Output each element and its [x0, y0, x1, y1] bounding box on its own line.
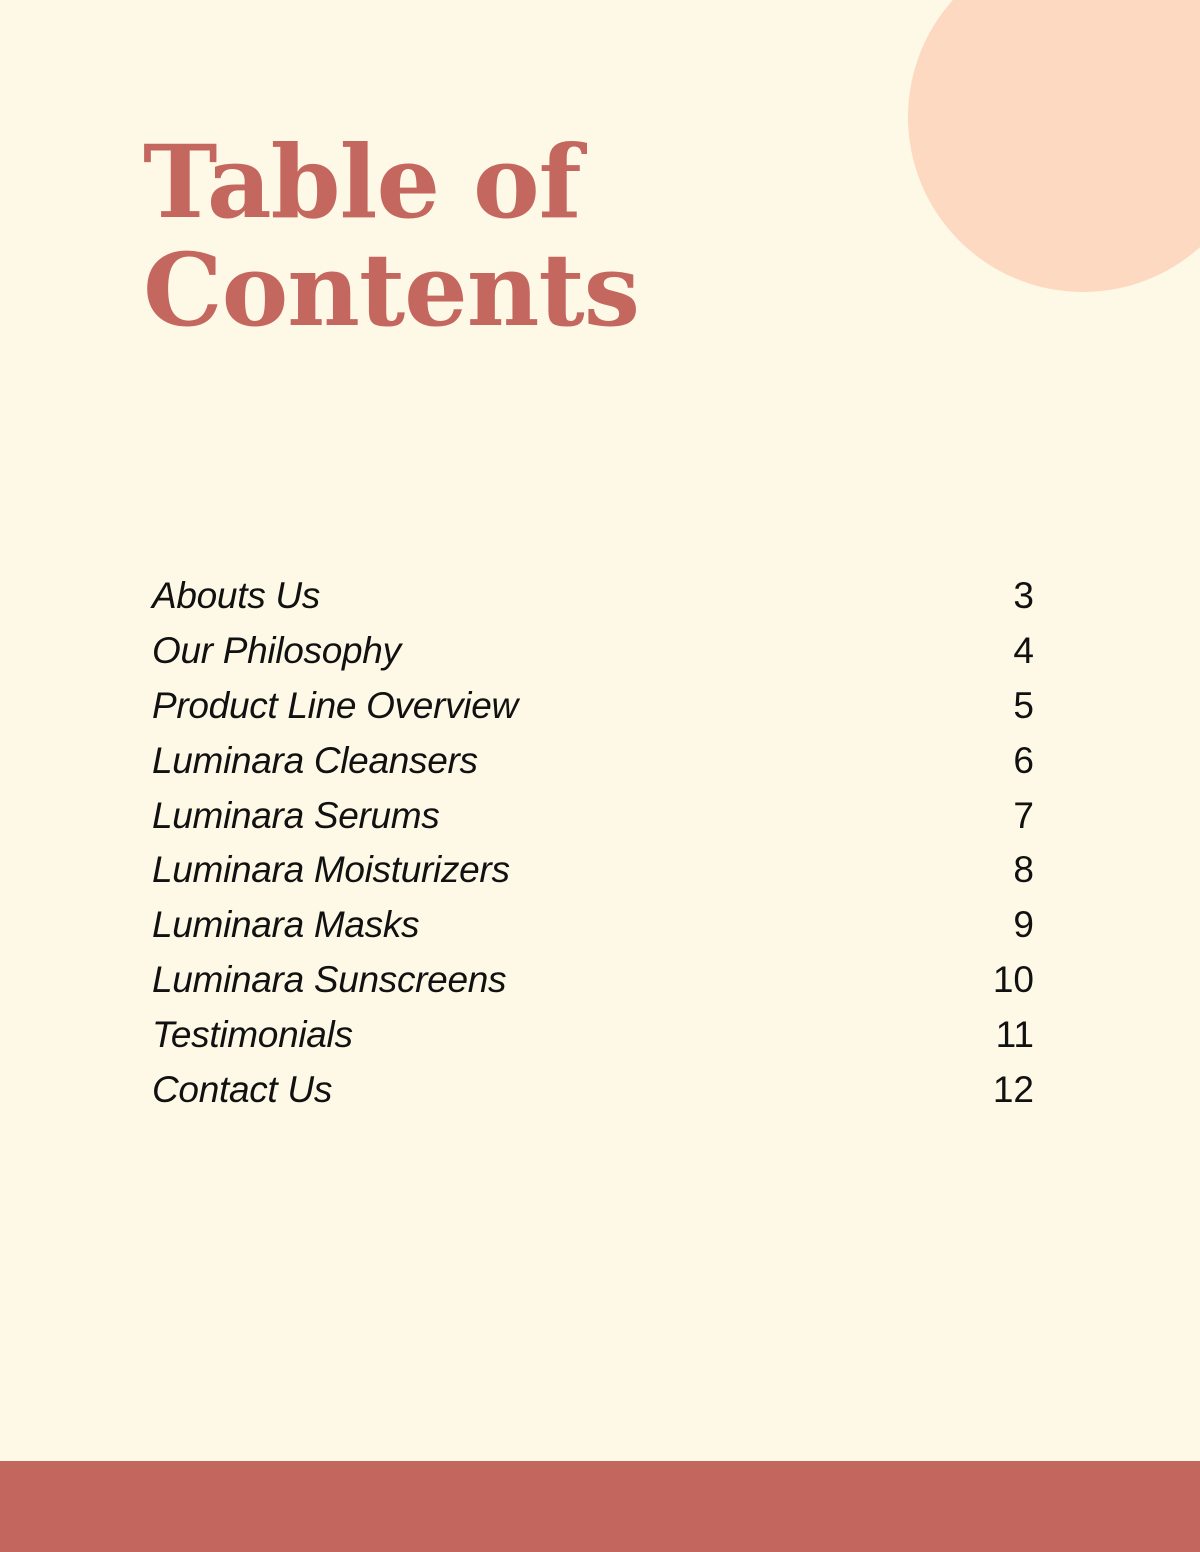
toc-entry-title: Our Philosophy — [152, 629, 401, 671]
toc-entry-page-number: 5 — [1013, 684, 1034, 726]
toc-entry-page-number: 7 — [1013, 794, 1034, 836]
toc-entry-title: Luminara Masks — [152, 904, 420, 946]
toc-entry-page-number: 10 — [992, 959, 1034, 1001]
toc-entry-page-number: 12 — [992, 1069, 1034, 1111]
toc-entry-page-number: 3 — [1013, 575, 1034, 616]
toc-entry-title: Product Line Overview — [152, 684, 518, 726]
toc-entry-title: Luminara Moisturizers — [152, 849, 510, 891]
toc-entry[interactable] — [152, 624, 1034, 679]
toc-entry[interactable] — [152, 898, 1034, 953]
toc-entry-title: Luminara Serums — [152, 794, 440, 836]
toc-entry[interactable] — [152, 679, 1034, 734]
page-title-line-2: Contents — [143, 231, 640, 349]
toc-entry-title: Abouts Us — [152, 575, 320, 616]
toc-entry[interactable] — [152, 734, 1034, 789]
toc-entry-title: Testimonials — [152, 1014, 353, 1056]
toc-entry[interactable] — [152, 953, 1034, 1008]
toc-entry[interactable] — [152, 1008, 1034, 1063]
page-title-line-1: Table of — [143, 123, 581, 241]
toc-entry[interactable] — [152, 569, 1034, 624]
toc-entry-title: Contact Us — [152, 1069, 333, 1111]
toc-entry-page-number: 9 — [1013, 904, 1034, 946]
page-title — [143, 123, 640, 349]
toc-entry-title: Luminara Cleansers — [152, 739, 478, 781]
toc-entry[interactable] — [152, 1063, 1034, 1118]
footer-bar — [0, 1461, 1200, 1552]
toc-entry[interactable] — [152, 789, 1034, 844]
toc-entry-page-number: 4 — [1013, 629, 1034, 671]
table-of-contents-list — [152, 569, 1034, 1118]
toc-entry-title: Luminara Sunscreens — [152, 959, 507, 1001]
toc-entry-page-number: 6 — [1013, 739, 1034, 781]
toc-entry[interactable] — [152, 843, 1034, 898]
decorative-circle — [908, 0, 1200, 292]
toc-entry-page-number: 11 — [995, 1014, 1034, 1056]
toc-entry-page-number: 8 — [1013, 849, 1034, 891]
